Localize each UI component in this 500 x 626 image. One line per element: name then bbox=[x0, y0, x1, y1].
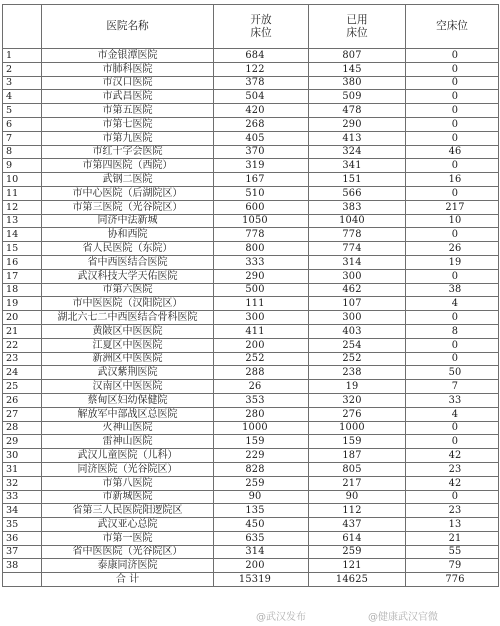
table-row bbox=[3, 476, 499, 490]
hospital-name: 省第三人民医院阳逻院区 bbox=[42, 504, 214, 518]
hospital-name: 市红十字会医院 bbox=[42, 145, 214, 159]
row-index: 3 bbox=[3, 76, 42, 90]
hospital-name: 武钢二医院 bbox=[42, 173, 214, 187]
row-index: 11 bbox=[3, 186, 42, 200]
hospital-name: 武汉儿童医院（儿科） bbox=[42, 449, 214, 463]
open-beds: 288 bbox=[214, 366, 309, 380]
hospital-name: 江夏区中医医院 bbox=[42, 338, 214, 352]
row-index: 8 bbox=[3, 145, 42, 159]
table-row bbox=[3, 311, 499, 325]
empty-beds: 0 bbox=[406, 269, 499, 283]
hospital-name: 市第三医院（光谷院区） bbox=[42, 200, 214, 214]
used-beds: 324 bbox=[309, 145, 406, 159]
row-index: 5 bbox=[3, 104, 42, 118]
table-row bbox=[3, 545, 499, 559]
empty-beds: 16 bbox=[406, 173, 499, 187]
table-row bbox=[3, 159, 499, 173]
open-beds: 159 bbox=[214, 435, 309, 449]
empty-beds: 0 bbox=[406, 186, 499, 200]
row-index: 36 bbox=[3, 531, 42, 545]
header-open-beds-line2: 床位 bbox=[250, 26, 272, 39]
header-open-beds-line1: 开放 bbox=[250, 13, 272, 26]
row-index: 19 bbox=[3, 297, 42, 311]
used-beds: 121 bbox=[309, 559, 406, 573]
used-beds: 290 bbox=[309, 117, 406, 131]
empty-beds: 4 bbox=[406, 407, 499, 421]
row-index: 34 bbox=[3, 504, 42, 518]
open-beds: 504 bbox=[214, 90, 309, 104]
empty-beds: 23 bbox=[406, 462, 499, 476]
hospital-name: 协和西院 bbox=[42, 228, 214, 242]
header-hospital-name: 医院名称 bbox=[42, 5, 214, 49]
open-beds: 90 bbox=[214, 490, 309, 504]
row-index: 24 bbox=[3, 366, 42, 380]
open-beds: 300 bbox=[214, 311, 309, 325]
used-beds: 1000 bbox=[309, 421, 406, 435]
empty-beds: 38 bbox=[406, 283, 499, 297]
row-index: 30 bbox=[3, 449, 42, 463]
hospital-name: 市第六医院 bbox=[42, 283, 214, 297]
table-row bbox=[3, 104, 499, 118]
open-beds: 15319 bbox=[214, 573, 309, 587]
hospital-name: 汉南区中医医院 bbox=[42, 380, 214, 394]
header-used-beds-line1: 已用 bbox=[346, 13, 368, 26]
table-row bbox=[3, 255, 499, 269]
used-beds: 19 bbox=[309, 380, 406, 394]
open-beds: 370 bbox=[214, 145, 309, 159]
used-beds: 217 bbox=[309, 476, 406, 490]
table-row bbox=[3, 393, 499, 407]
empty-beds: 19 bbox=[406, 255, 499, 269]
empty-beds: 0 bbox=[406, 228, 499, 242]
empty-beds: 23 bbox=[406, 504, 499, 518]
used-beds: 1040 bbox=[309, 214, 406, 228]
open-beds: 600 bbox=[214, 200, 309, 214]
empty-beds: 0 bbox=[406, 435, 499, 449]
table-row bbox=[3, 490, 499, 504]
open-beds: 333 bbox=[214, 255, 309, 269]
used-beds: 90 bbox=[309, 490, 406, 504]
open-beds: 405 bbox=[214, 131, 309, 145]
row-index: 38 bbox=[3, 559, 42, 573]
used-beds: 566 bbox=[309, 186, 406, 200]
used-beds: 413 bbox=[309, 131, 406, 145]
empty-beds: 0 bbox=[406, 311, 499, 325]
total-row bbox=[3, 573, 499, 587]
row-index: 13 bbox=[3, 214, 42, 228]
empty-beds: 0 bbox=[406, 352, 499, 366]
table-row bbox=[3, 76, 499, 90]
hospital-name: 市第八医院 bbox=[42, 476, 214, 490]
row-index: 1 bbox=[3, 49, 42, 63]
hospital-name: 市汉口医院 bbox=[42, 76, 214, 90]
empty-beds: 79 bbox=[406, 559, 499, 573]
used-beds: 300 bbox=[309, 311, 406, 325]
row-index: 32 bbox=[3, 476, 42, 490]
table-row bbox=[3, 242, 499, 256]
row-index: 10 bbox=[3, 173, 42, 187]
used-beds: 807 bbox=[309, 49, 406, 63]
empty-beds: 0 bbox=[406, 76, 499, 90]
row-index: 12 bbox=[3, 200, 42, 214]
empty-beds: 0 bbox=[406, 490, 499, 504]
hospital-name: 市第七医院 bbox=[42, 117, 214, 131]
empty-beds: 33 bbox=[406, 393, 499, 407]
table-row bbox=[3, 62, 499, 76]
empty-beds: 0 bbox=[406, 117, 499, 131]
used-beds: 276 bbox=[309, 407, 406, 421]
open-beds: 290 bbox=[214, 269, 309, 283]
hospital-name: 湖北六七二中西医结合骨科医院 bbox=[42, 311, 214, 325]
open-beds: 1050 bbox=[214, 214, 309, 228]
table-row bbox=[3, 366, 499, 380]
row-index: 16 bbox=[3, 255, 42, 269]
open-beds: 26 bbox=[214, 380, 309, 394]
used-beds: 314 bbox=[309, 255, 406, 269]
open-beds: 378 bbox=[214, 76, 309, 90]
table-row bbox=[3, 421, 499, 435]
open-beds: 122 bbox=[214, 62, 309, 76]
hospital-name: 蔡甸区妇幼保健院 bbox=[42, 393, 214, 407]
open-beds: 200 bbox=[214, 559, 309, 573]
open-beds: 259 bbox=[214, 476, 309, 490]
hospital-name: 省中西医结合医院 bbox=[42, 255, 214, 269]
empty-beds: 0 bbox=[406, 338, 499, 352]
table-row bbox=[3, 131, 499, 145]
open-beds: 314 bbox=[214, 545, 309, 559]
hospital-name: 合 计 bbox=[42, 573, 214, 587]
used-beds: 107 bbox=[309, 297, 406, 311]
hospital-name: 泰康同济医院 bbox=[42, 559, 214, 573]
used-beds: 341 bbox=[309, 159, 406, 173]
used-beds: 509 bbox=[309, 90, 406, 104]
row-index: 21 bbox=[3, 324, 42, 338]
used-beds: 254 bbox=[309, 338, 406, 352]
used-beds: 259 bbox=[309, 545, 406, 559]
used-beds: 380 bbox=[309, 76, 406, 90]
table-row bbox=[3, 435, 499, 449]
empty-beds: 0 bbox=[406, 104, 499, 118]
table-row bbox=[3, 380, 499, 394]
table-row bbox=[3, 518, 499, 532]
table-row bbox=[3, 186, 499, 200]
hospital-name: 市中心医院（后湖院区） bbox=[42, 186, 214, 200]
table-row bbox=[3, 449, 499, 463]
table-row bbox=[3, 117, 499, 131]
row-index: 23 bbox=[3, 352, 42, 366]
row-index: 7 bbox=[3, 131, 42, 145]
open-beds: 800 bbox=[214, 242, 309, 256]
used-beds: 320 bbox=[309, 393, 406, 407]
empty-beds: 0 bbox=[406, 421, 499, 435]
open-beds: 200 bbox=[214, 338, 309, 352]
table-header-row bbox=[3, 5, 499, 49]
open-beds: 684 bbox=[214, 49, 309, 63]
empty-beds: 55 bbox=[406, 545, 499, 559]
watermark-health-wuhan: @健康武汉官微 bbox=[368, 612, 438, 623]
table-row bbox=[3, 228, 499, 242]
row-index: 20 bbox=[3, 311, 42, 325]
used-beds: 14625 bbox=[309, 573, 406, 587]
empty-beds: 0 bbox=[406, 49, 499, 63]
hospital-name: 市第五医院 bbox=[42, 104, 214, 118]
table-row bbox=[3, 269, 499, 283]
hospital-name: 雷神山医院 bbox=[42, 435, 214, 449]
open-beds: 353 bbox=[214, 393, 309, 407]
row-index: 22 bbox=[3, 338, 42, 352]
hospital-name: 市第一医院 bbox=[42, 531, 214, 545]
hospital-name: 解放军中部战区总医院 bbox=[42, 407, 214, 421]
open-beds: 411 bbox=[214, 324, 309, 338]
empty-beds: 42 bbox=[406, 476, 499, 490]
table-row bbox=[3, 559, 499, 573]
table-row bbox=[3, 200, 499, 214]
hospital-name: 市金银潭医院 bbox=[42, 49, 214, 63]
hospital-name: 市中医医院（汉阳院区） bbox=[42, 297, 214, 311]
open-beds: 319 bbox=[214, 159, 309, 173]
used-beds: 300 bbox=[309, 269, 406, 283]
header-empty-beds: 空床位 bbox=[406, 5, 499, 49]
table-row bbox=[3, 214, 499, 228]
hospital-name: 市武昌医院 bbox=[42, 90, 214, 104]
header-index bbox=[3, 5, 42, 49]
open-beds: 229 bbox=[214, 449, 309, 463]
table-row bbox=[3, 531, 499, 545]
open-beds: 510 bbox=[214, 186, 309, 200]
hospital-name: 市第四医院（西院） bbox=[42, 159, 214, 173]
row-index: 28 bbox=[3, 421, 42, 435]
table-row bbox=[3, 462, 499, 476]
row-index: 2 bbox=[3, 62, 42, 76]
hospital-name: 市第九医院 bbox=[42, 131, 214, 145]
open-beds: 167 bbox=[214, 173, 309, 187]
used-beds: 462 bbox=[309, 283, 406, 297]
table-row bbox=[3, 297, 499, 311]
hospital-name: 同济医院（光谷院区） bbox=[42, 462, 214, 476]
used-beds: 805 bbox=[309, 462, 406, 476]
empty-beds: 50 bbox=[406, 366, 499, 380]
open-beds: 268 bbox=[214, 117, 309, 131]
used-beds: 151 bbox=[309, 173, 406, 187]
row-index: 14 bbox=[3, 228, 42, 242]
empty-beds: 10 bbox=[406, 214, 499, 228]
row-index: 4 bbox=[3, 90, 42, 104]
open-beds: 420 bbox=[214, 104, 309, 118]
row-index: 6 bbox=[3, 117, 42, 131]
empty-beds: 7 bbox=[406, 380, 499, 394]
used-beds: 774 bbox=[309, 242, 406, 256]
used-beds: 159 bbox=[309, 435, 406, 449]
table-row bbox=[3, 145, 499, 159]
empty-beds: 42 bbox=[406, 449, 499, 463]
open-beds: 450 bbox=[214, 518, 309, 532]
row-index: 29 bbox=[3, 435, 42, 449]
header-used-beds-line2: 床位 bbox=[346, 26, 368, 39]
row-index: 18 bbox=[3, 283, 42, 297]
row-index: 9 bbox=[3, 159, 42, 173]
used-beds: 614 bbox=[309, 531, 406, 545]
hospital-name: 同济中法新城 bbox=[42, 214, 214, 228]
used-beds: 403 bbox=[309, 324, 406, 338]
used-beds: 187 bbox=[309, 449, 406, 463]
empty-beds: 776 bbox=[406, 573, 499, 587]
hospital-name: 武汉紫荆医院 bbox=[42, 366, 214, 380]
hospital-bed-table bbox=[2, 4, 499, 587]
row-index: 35 bbox=[3, 518, 42, 532]
open-beds: 635 bbox=[214, 531, 309, 545]
hospital-name: 武汉亚心总院 bbox=[42, 518, 214, 532]
row-index: 37 bbox=[3, 545, 42, 559]
used-beds: 478 bbox=[309, 104, 406, 118]
hospital-name: 新洲区中医医院 bbox=[42, 352, 214, 366]
header-used-beds bbox=[309, 5, 406, 49]
open-beds: 500 bbox=[214, 283, 309, 297]
table-row bbox=[3, 324, 499, 338]
hospital-name: 省中医医院（光谷院区） bbox=[42, 545, 214, 559]
empty-beds: 46 bbox=[406, 145, 499, 159]
used-beds: 238 bbox=[309, 366, 406, 380]
hospital-name: 黄陂区中医医院 bbox=[42, 324, 214, 338]
hospital-name: 市新城医院 bbox=[42, 490, 214, 504]
empty-beds: 26 bbox=[406, 242, 499, 256]
table-row bbox=[3, 173, 499, 187]
empty-beds: 21 bbox=[406, 531, 499, 545]
row-index: 15 bbox=[3, 242, 42, 256]
row-index: 25 bbox=[3, 380, 42, 394]
hospital-name: 武汉科技大学天佑医院 bbox=[42, 269, 214, 283]
row-index: 33 bbox=[3, 490, 42, 504]
empty-beds: 217 bbox=[406, 200, 499, 214]
row-index: 26 bbox=[3, 393, 42, 407]
open-beds: 280 bbox=[214, 407, 309, 421]
used-beds: 437 bbox=[309, 518, 406, 532]
hospital-name: 省人民医院（东院） bbox=[42, 242, 214, 256]
empty-beds: 4 bbox=[406, 297, 499, 311]
row-index bbox=[3, 573, 42, 587]
table-row bbox=[3, 49, 499, 63]
used-beds: 252 bbox=[309, 352, 406, 366]
open-beds: 135 bbox=[214, 504, 309, 518]
open-beds: 252 bbox=[214, 352, 309, 366]
empty-beds: 0 bbox=[406, 62, 499, 76]
empty-beds: 0 bbox=[406, 90, 499, 104]
table-row bbox=[3, 90, 499, 104]
empty-beds: 8 bbox=[406, 324, 499, 338]
row-index: 17 bbox=[3, 269, 42, 283]
header-open-beds bbox=[214, 5, 309, 49]
row-index: 31 bbox=[3, 462, 42, 476]
used-beds: 112 bbox=[309, 504, 406, 518]
table-row bbox=[3, 338, 499, 352]
hospital-name: 市肺科医院 bbox=[42, 62, 214, 76]
watermark-wuhan-release: @武汉发布 bbox=[256, 612, 306, 623]
table-row bbox=[3, 283, 499, 297]
used-beds: 778 bbox=[309, 228, 406, 242]
open-beds: 1000 bbox=[214, 421, 309, 435]
open-beds: 828 bbox=[214, 462, 309, 476]
empty-beds: 13 bbox=[406, 518, 499, 532]
empty-beds: 0 bbox=[406, 159, 499, 173]
row-index: 27 bbox=[3, 407, 42, 421]
open-beds: 778 bbox=[214, 228, 309, 242]
open-beds: 111 bbox=[214, 297, 309, 311]
table-row bbox=[3, 407, 499, 421]
empty-beds: 0 bbox=[406, 131, 499, 145]
table-row bbox=[3, 504, 499, 518]
table-body bbox=[3, 49, 499, 587]
used-beds: 145 bbox=[309, 62, 406, 76]
used-beds: 383 bbox=[309, 200, 406, 214]
hospital-name: 火神山医院 bbox=[42, 421, 214, 435]
table-row bbox=[3, 352, 499, 366]
